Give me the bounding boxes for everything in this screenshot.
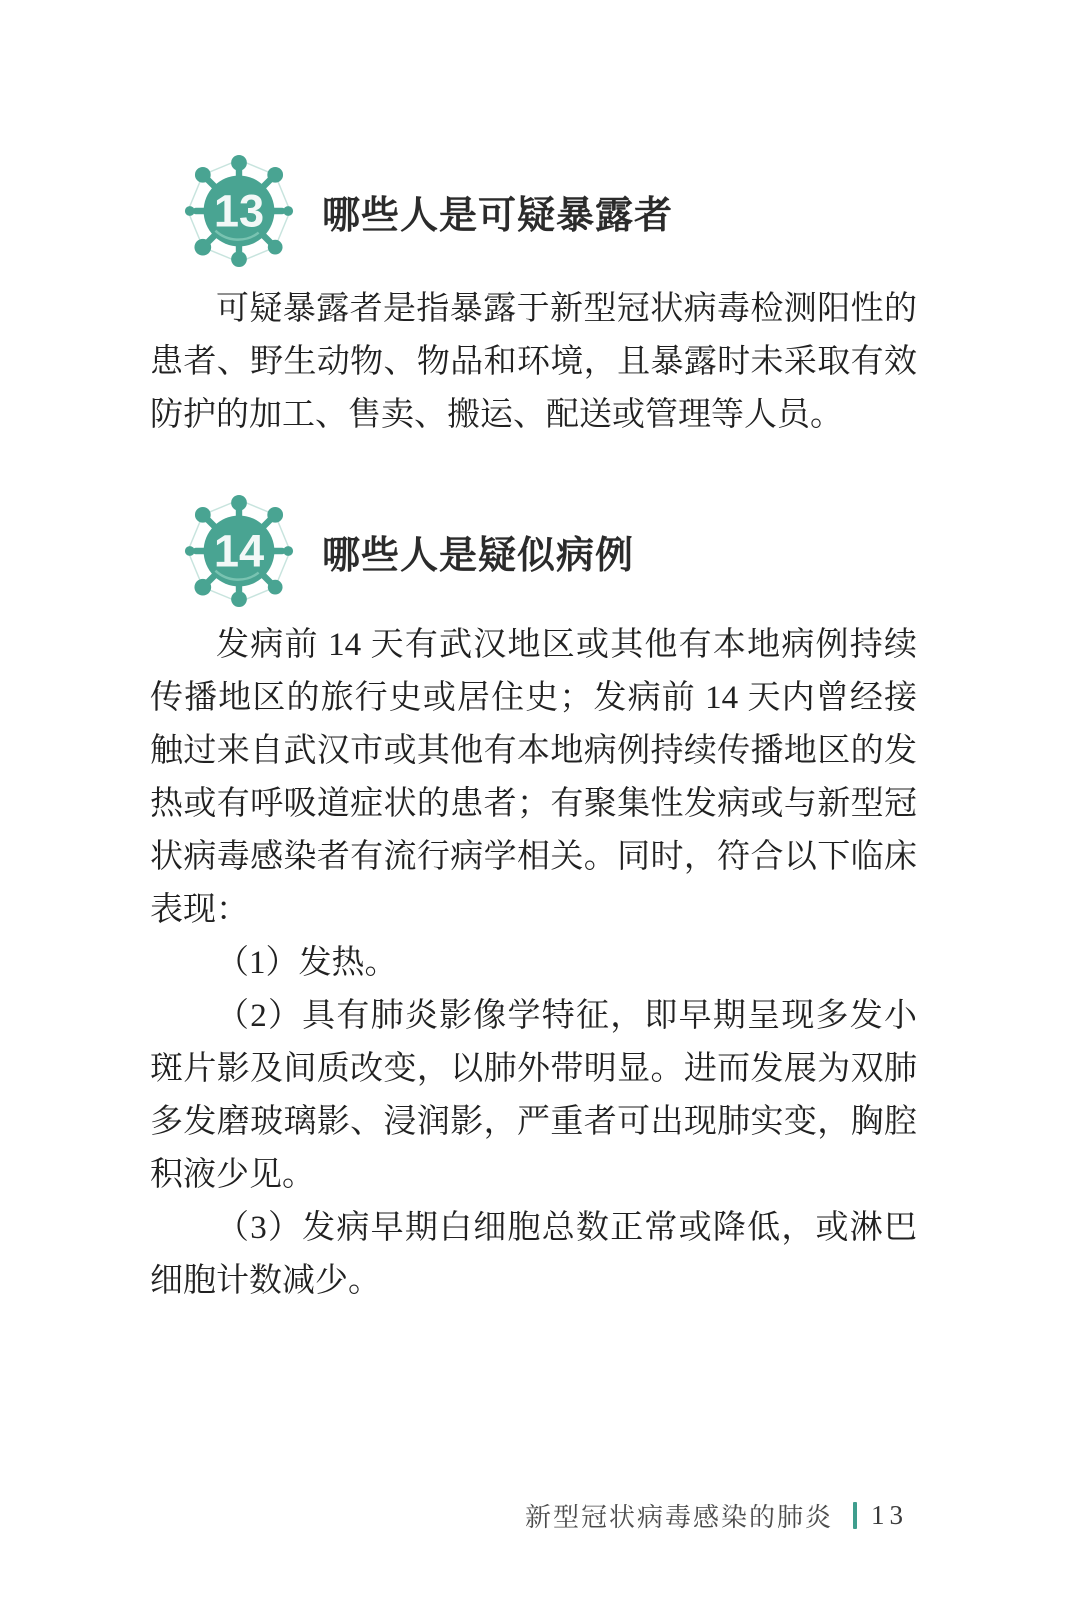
list-item-3: （3）发病早期白细胞总数正常或降低，或淋巴细胞计数减少。 xyxy=(150,1210,917,1299)
list-item-1: （1）发热。 xyxy=(216,945,398,981)
footer-book-title: 新型冠状病毒感染的肺炎 xyxy=(524,1502,833,1532)
footer-page-number: 13 xyxy=(871,1500,908,1530)
paragraph: 可疑暴露者是指暴露于新型冠状病毒检测阳性的患者、野生动物、物品和环境，且暴露时未采取有效防护的加工、售卖、搬运、配送或管理等人员。 xyxy=(150,291,917,433)
section-title: 哪些人是可疑暴露者 xyxy=(322,194,674,237)
section-number: 14 xyxy=(213,525,265,577)
section-13-header xyxy=(180,152,917,270)
section-title: 哪些人是疑似病例 xyxy=(322,534,635,577)
page-content xyxy=(150,0,917,1308)
section-14-header xyxy=(180,492,917,610)
section-14-body xyxy=(150,619,917,1308)
virus-icon xyxy=(180,492,298,610)
paragraph: 发病前 14 天有武汉地区或其他有本地病例持续传播地区的旅行史或居住史；发病前 14 天内曾经接触过来自武汉市或其他有本地病例持续传播地区的发热或有呼吸道症状的患者；有聚集性发病或与新型冠状病毒感染者有流行病学相关。同时，符合以下临床表现： xyxy=(150,627,917,928)
page-footer xyxy=(525,1497,908,1534)
list-item-2: （2）具有肺炎影像学特征，即早期呈现多发小斑片影及间质改变，以肺外带明显。进而发展为双肺多发磨玻璃影、浸润影，严重者可出现肺实变，胸腔积液少见。 xyxy=(150,998,917,1193)
virus-icon xyxy=(180,152,298,270)
section-number: 13 xyxy=(213,185,265,237)
footer-divider xyxy=(853,1502,857,1529)
